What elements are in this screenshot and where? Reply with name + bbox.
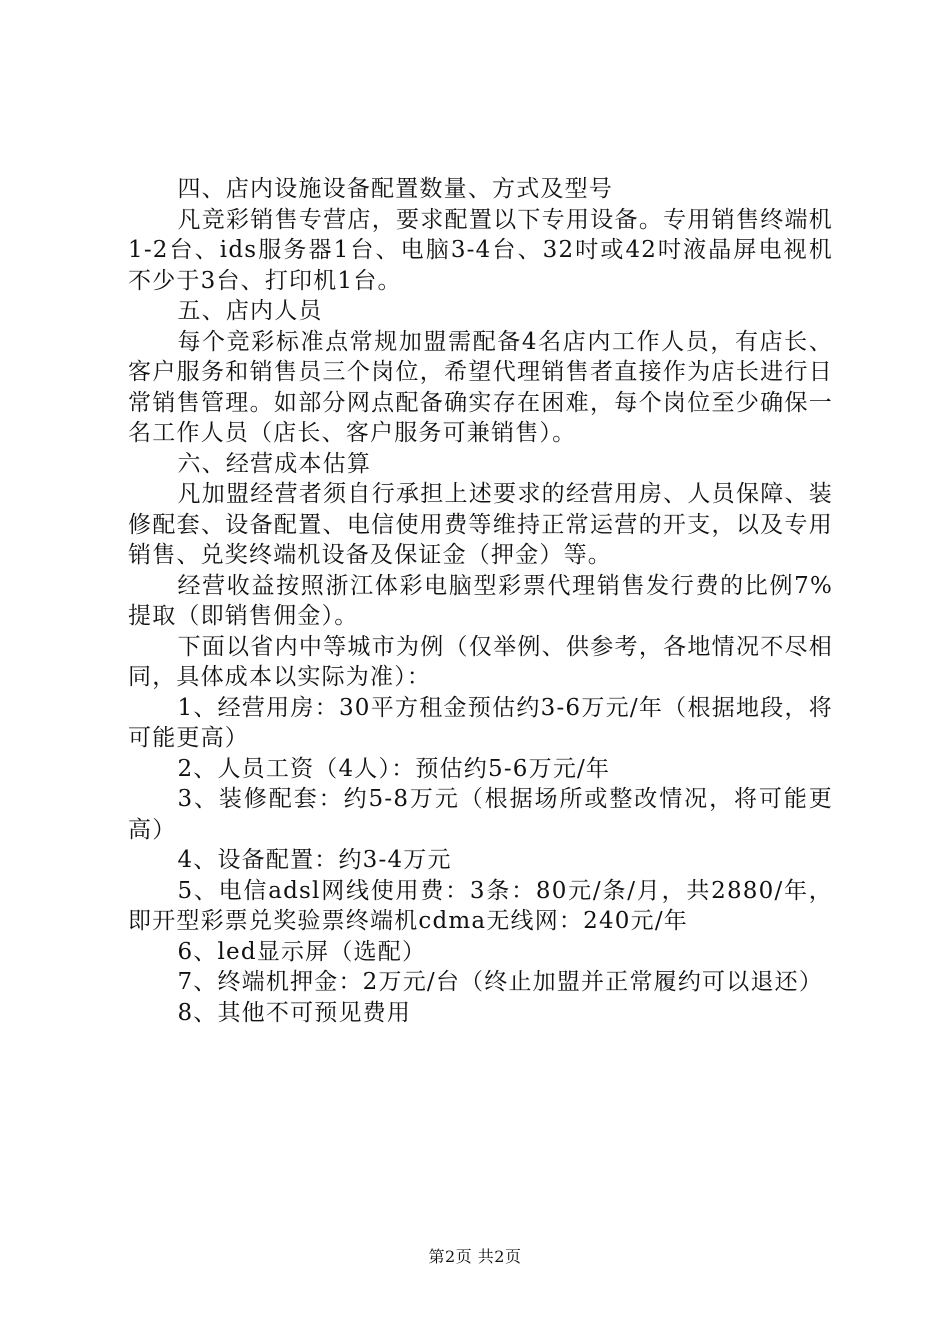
paragraph-costs: 凡加盟经营者须自行承担上述要求的经营用房、人员保障、装修配套、设备配置、电信使用费等维持正常运营的开支，以及专用销售、兑奖终端机设备及保证金（押金）等。: [128, 481, 833, 568]
section-heading-staff: 五、店内人员: [177, 298, 323, 324]
list-item-other-costs: 8、其他不可预见费用: [177, 999, 412, 1026]
paragraph-facilities: 凡竞彩销售专营店，要求配置以下专用设备。专用销售终端机1-2台、ids服务器1台、电脑3-4台、32吋或42吋液晶屏电视机不少于3台、打印机1台。: [128, 206, 833, 294]
document-body: [128, 174, 833, 1028]
paragraph-example-intro: 下面以省内中等城市为例（仅举例、供参考，各地情况不尽相同，具体成本以实际为准）：: [128, 633, 833, 690]
paragraph-revenue: 经营收益按照浙江体彩电脑型彩票代理销售发行费的比例7%提取（即销售佣金）。: [128, 572, 833, 629]
list-item-equipment: 4、设备配置：约3-4万元: [177, 847, 452, 873]
list-item-deposit: 7、终端机押金：2万元/台（终止加盟并正常履约可以退还）: [177, 969, 824, 995]
page-number-footer: 第2页 共2页: [428, 1247, 522, 1266]
list-item-rent: 1、经营用房：30平方租金预估约3-6万元/年（根据地段，将可能更高）: [128, 694, 833, 751]
list-item-telecom: 5、电信adsl网线使用费：3条：80元/条/月，共2880/年，即开型彩票兑奖验票终端机cdma无线网：240元/年: [128, 877, 833, 934]
section-heading-facilities: 四、店内设施设备配置数量、方式及型号: [177, 176, 614, 202]
list-item-led-display: 6、led显示屏（选配）: [177, 938, 427, 965]
list-item-wages: 2、人员工资（4人）：预估约5-6万元/年: [177, 755, 611, 782]
paragraph-staff: 每个竞彩标准点常规加盟需配备4名店内工作人员，有店长、客户服务和销售员三个岗位，希望代理销售者直接作为店长进行日常销售管理。如部分网点配备确实存在困难，每个岗位至少确保一名工作人员（店长、客户服务可兼销售）。: [128, 328, 833, 446]
list-item-decoration: 3、装修配套：约5-8万元（根据场所或整改情况，将可能更高）: [128, 786, 833, 843]
section-heading-costs: 六、经营成本估算: [177, 450, 372, 477]
